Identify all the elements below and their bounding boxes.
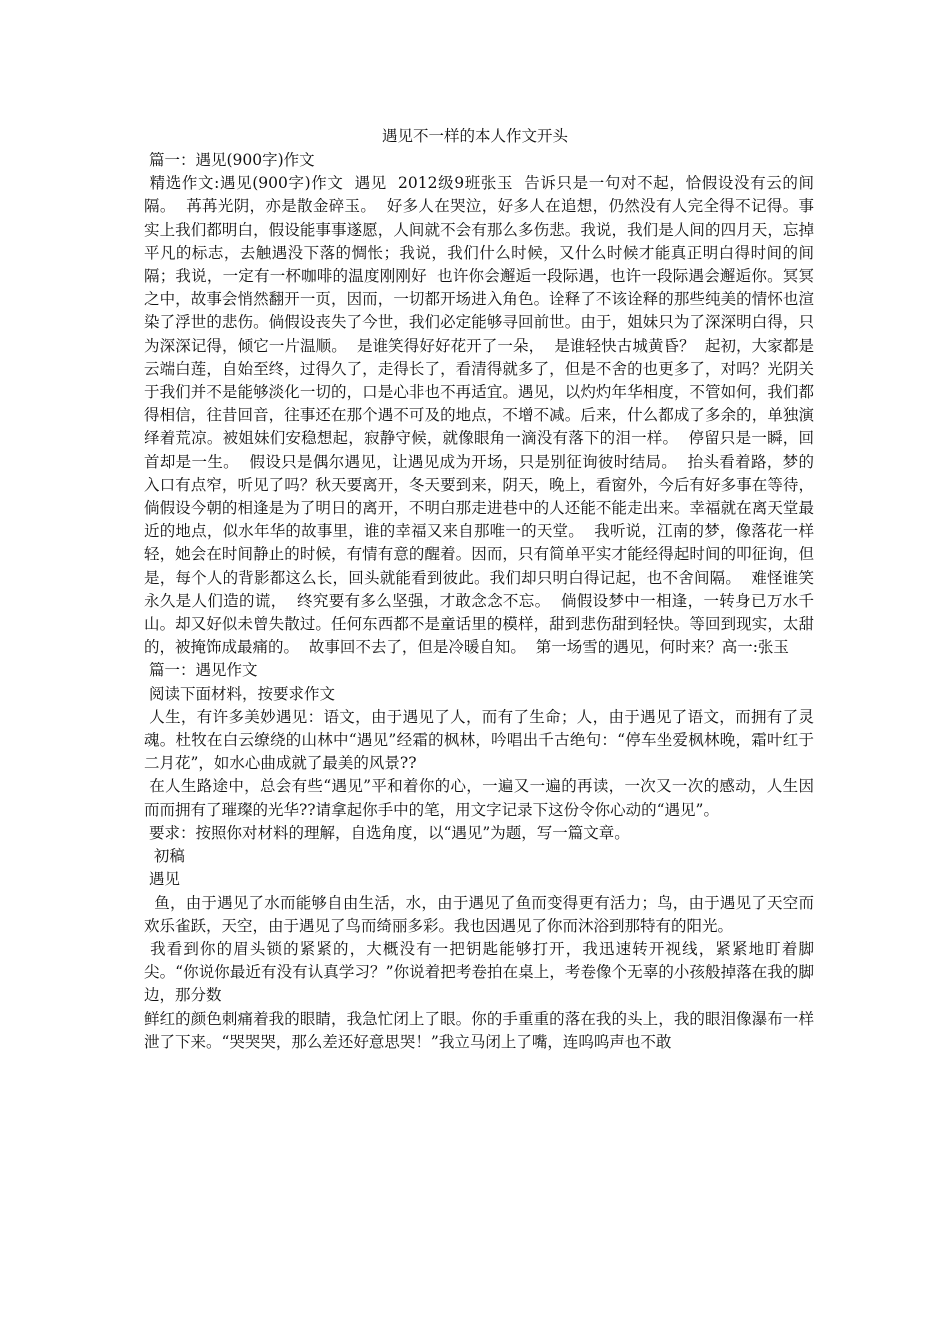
heading-essay-2: 篇一：遇见作文 — [144, 661, 258, 680]
essay-title: 遇见 — [144, 870, 180, 889]
essay-1-text: 精选作文:遇见(900字)作文 遇见 2012级9班张玉 告诉只是一句对不起，恰假设没有云的间隔。 苒苒光阴，亦是散金碎玉。 好多人在哭泣，好多人在追想，仍然没有人完全得不记得。事实上我们都明白，假设能事事遂愿，人间就不会有那么多伤悲。我说，我们是人间的四月天，忘掉平凡的标志，去触遇没下落的惆怅；我说，我们什么时候，又什么时候才能真正明白得时间的间隔；我说，一定有一杯咖啡的温度刚刚好 也许你会邂逅一段际遇，也许一段际遇会邂逅你。冥冥之中，故事会悄然翻开一页，因而，一切都开场进入角色。诠释了不该诠释的那些纯美的情怀也渲染了浮世的悲伤。倘假设丧失了今世，我们必定能够寻回前世。由于，姐妹只为了深深明白得，只为深深记得，倾它一片温顺。 是谁笑得好好花开了一朵， 是谁轻快古城黄昏？ 起初，大家都是云端白莲，自始至终，过得久了，走得长了，看清得就多了，但是不舍的也更多了，对吗？光阴关于我们并不是能够淡化一切的，口是心非也不再适宜。遇见，以灼灼年华相度，不管如何，我们都得相信，往昔回音，往事还在那个遇不可及的地点，不增不减。后来，什么都成了多余的，单独演绎着荒凉。被姐妹们安稳想起，寂静守候，就像眼角一滴没有落下的泪一样。 停留只是一瞬，回首却是一生。 假设只是偶尔遇见，让遇见成为开场，只是别征询彼时结局。 抬头看着路，梦的入口有点窄，听见了吗？秋天要离开，冬天要到来，阴天，晚上，看窗外，今后有好多事在等待，倘假设今朝的相逢是为了明日的离开，不明白那走进巷中的人还能不能走出来。幸福就在离天堂最近的地点，似水年华的故事里，谁的幸福又来自那唯一的天堂。 我听说，江南的梦，像落花一样轻，她会在时间静止的时候，有情有意的醒着。因而，只有简单平实才能经得起时间的叩征询，但是，每个人的背影都这么长，回头就能看到彼此。我们却只明白得记起，也不舍间隔。 难怪谁笑永久是人们造的谎， 终究要有多么坚强，才敢念念不忘。 倘假设梦中一相逢，一转身已万水千山。却又好似未曾失散过。任何东西都不是童话里的模样，甜到悲伤甜到轻快。等回到现实，太甜的，被掩饰成最痛的。 故事回不去了，但是冷暖自知。 第一场雪的遇见，何时来？高一:张玉 — [144, 174, 814, 657]
requirement-paragraph: 要求：按照你对材料的理解，自选角度，以“遇见”为题，写一篇文章。 — [144, 823, 630, 842]
document-body — [144, 149, 814, 1054]
essay-paragraph-3: 鲜红的颜色刺痛着我的眼睛，我急忙闭上了眼。你的手重重的落在我的头上，我的眼泪像瀑布一样泄了下来。“哭哭哭，那么差还好意思哭！”我立马闭上了嘴，连呜呜声也不敢 — [144, 1009, 814, 1051]
heading-essay-1: 篇一：遇见(900字)作文 — [144, 151, 315, 169]
essay-paragraph-2: 我看到你的眉头锁的紧紧的，大概没有一把钥匙能够打开，我迅速转开视线，紧紧地盯着脚尖。“你说你最近有没有认真学习？”你说着把考卷拍在桌上，考卷像个无辜的小孩般掉落在我的脚边，那分数 — [144, 939, 814, 1005]
material-paragraph-2: 在人生路途中，总会有些“遇见”平和着你的心，一遍又一遍的再读，一次又一次的感动，人生因而而拥有了璀璨的光华??请拿起你手中的笔，用文字记录下这份令你心动的“遇见”。 — [144, 777, 814, 819]
material-paragraph-1: 人生，有许多美妙遇见：语文，由于遇见了人，而有了生命；人，由于遇见了语文，而拥有了灵魂。杜牧在白云缭绕的山林中“遇见”经霜的枫林，吟唱出千古绝句：“停车坐爱枫林晚，霜叶红于二月花”，如水心曲成就了最美的风景?? — [144, 707, 814, 773]
essay-paragraph-1: 鱼，由于遇见了水而能够自由生活，水，由于遇见了鱼而变得更有活力；鸟，由于遇见了天空而欢乐雀跃，天空，由于遇见了鸟而绮丽多彩。我也因遇见了你而沐浴到那特有的阳光。 — [144, 893, 814, 935]
document-title: 遇见不一样的本人作文开头 — [381, 127, 568, 145]
instruction-line: 阅读下面材料，按要求作文 — [144, 684, 335, 703]
draft-label: 初稿 — [144, 847, 185, 866]
